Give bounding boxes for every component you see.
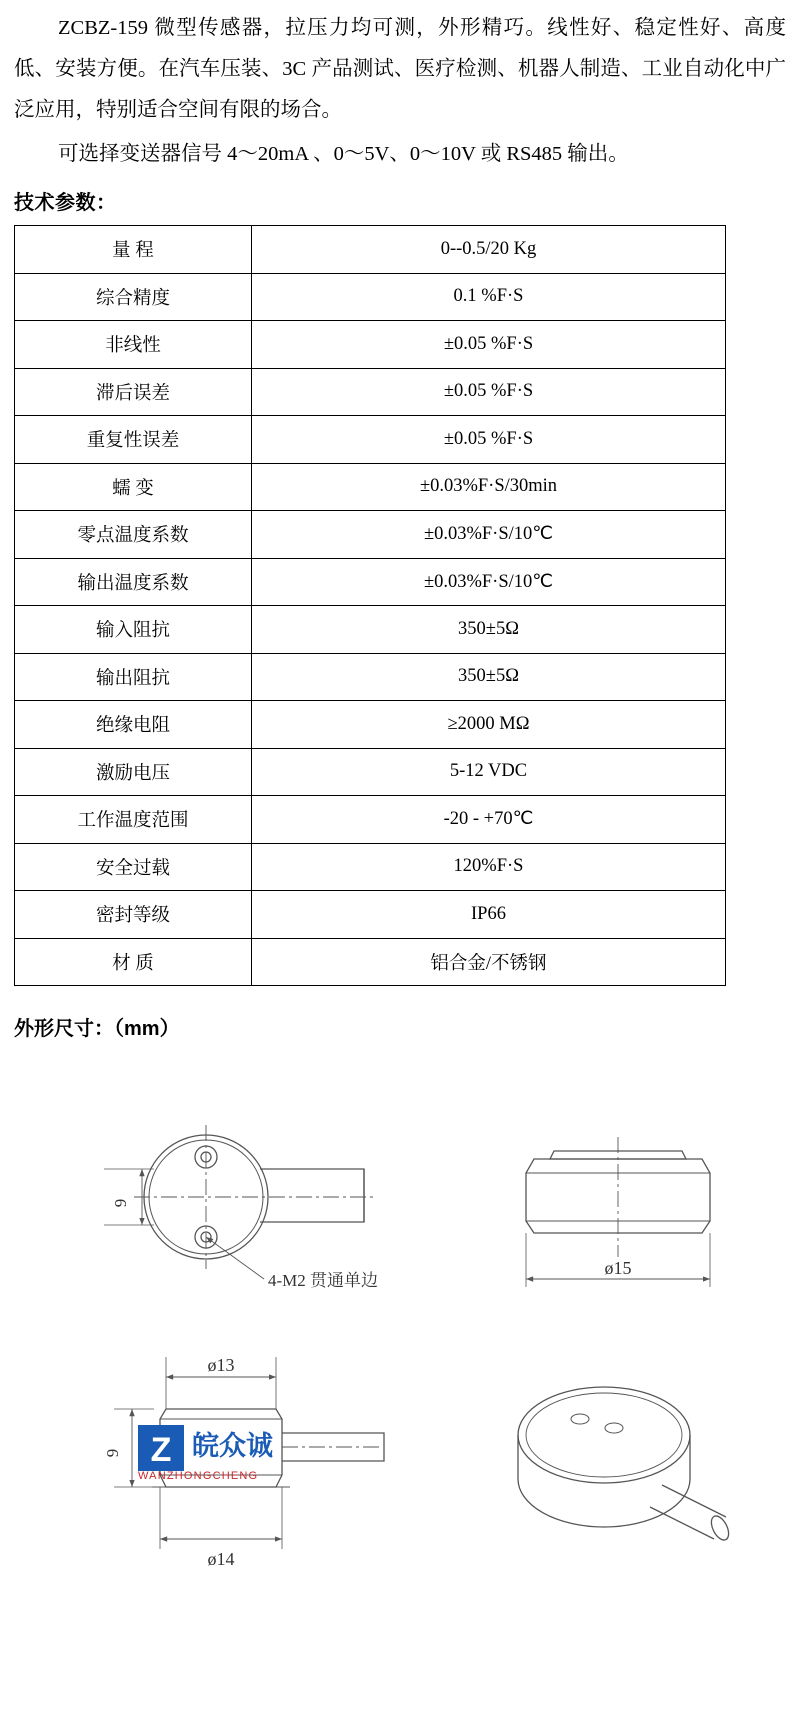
spec-key: 输出阻抗 (15, 653, 252, 701)
iso-hole-1 (571, 1414, 589, 1424)
iso-top-ellipse (518, 1387, 690, 1483)
spec-value: ±0.05 %F·S (252, 416, 726, 464)
intro-paragraph-2 (14, 134, 786, 175)
table-row (15, 653, 726, 701)
spec-key: 输入阻抗 (15, 606, 252, 654)
spec-value: 350±5Ω (252, 606, 726, 654)
table-row (15, 748, 726, 796)
spec-key: 滞后误差 (15, 368, 252, 416)
spec-value: 0--0.5/20 Kg (252, 226, 726, 274)
spec-key: 密封等级 (15, 891, 252, 939)
spec-key: 量 程 (15, 226, 252, 274)
spec-key: 激励电压 (15, 748, 252, 796)
watermark-pinyin-name: WANZHONGCHENG (138, 1470, 259, 1482)
hole-note-label: 4-M2 贯通单边 (268, 1271, 379, 1290)
spec-value: ≥2000 MΩ (252, 701, 726, 749)
spec-key: 蠕 变 (15, 463, 252, 511)
watermark-logo-mark: Z (150, 1431, 172, 1469)
top-view-height-label: 9 (111, 1198, 130, 1208)
table-row (15, 796, 726, 844)
spec-value: ±0.05 %F·S (252, 368, 726, 416)
drawing-top-view (104, 1125, 374, 1279)
spec-heading: 技术参数： (14, 192, 117, 214)
intro-paragraph-1-text: ZCBZ-159 微型传感器，拉压力均可测，外形精巧。线性好、稳定性好、高度低、安装方便。在汽车压装、3C 产品测试、医疗检测、机器人制造、工业自动化中广泛应用，特别适合空间有限的场合。 (14, 17, 786, 121)
spec-key: 工作温度范围 (15, 796, 252, 844)
side-view-diameter-label: ø15 (604, 1258, 632, 1278)
spec-key: 零点温度系数 (15, 511, 252, 559)
table-row (15, 463, 726, 511)
spec-value: 120%F·S (252, 843, 726, 891)
table-row (15, 226, 726, 274)
table-row (15, 273, 726, 321)
iso-tail-top (662, 1485, 726, 1517)
intro-paragraph-1 (14, 8, 786, 131)
iso-tail-bottom (650, 1507, 714, 1539)
table-row (15, 558, 726, 606)
watermark-chinese-name: 皖众诚 (192, 1431, 273, 1461)
drawings-svg (14, 1047, 786, 1607)
table-row (15, 701, 726, 749)
front-view-top-diameter-label: ø13 (207, 1355, 235, 1375)
spec-key: 材 质 (15, 938, 252, 986)
dimension-heading: 外形尺寸：（mm） (14, 1018, 180, 1040)
spec-value: ±0.03%F·S/30min (252, 463, 726, 511)
iso-top-ellipse-inner (526, 1393, 682, 1477)
iso-hole-2 (605, 1423, 623, 1433)
dimension-drawings (14, 1047, 786, 1607)
spec-key: 重复性误差 (15, 416, 252, 464)
spec-table-body (15, 226, 726, 986)
spec-value: 0.1 %F·S (252, 273, 726, 321)
spec-value: ±0.03%F·S/10℃ (252, 511, 726, 559)
table-row (15, 511, 726, 559)
spec-key: 绝缘电阻 (15, 701, 252, 749)
spec-value: ±0.03%F·S/10℃ (252, 558, 726, 606)
spec-value: IP66 (252, 891, 726, 939)
intro-paragraph-2-text: 可选择变送器信号 4～20mA 、0～5V、0～10V 或 RS485 输出。 (58, 143, 629, 165)
drawing-isometric-view (518, 1387, 732, 1543)
spec-value: 铝合金/不锈钢 (252, 938, 726, 986)
front-view-bottom-diameter-label: ø14 (207, 1549, 235, 1569)
table-row (15, 321, 726, 369)
table-row (15, 843, 726, 891)
spec-key: 输出温度系数 (15, 558, 252, 606)
spec-key: 综合精度 (15, 273, 252, 321)
front-view-height-label: 9 (103, 1448, 122, 1458)
top-view-tail (260, 1169, 364, 1222)
watermark-logo (138, 1425, 273, 1482)
spec-key: 非线性 (15, 321, 252, 369)
table-row (15, 416, 726, 464)
spec-table (14, 225, 726, 986)
table-row (15, 891, 726, 939)
spec-value: 350±5Ω (252, 653, 726, 701)
spec-value: ±0.05 %F·S (252, 321, 726, 369)
spec-key: 安全过载 (15, 843, 252, 891)
table-row (15, 368, 726, 416)
table-row (15, 938, 726, 986)
table-row (15, 606, 726, 654)
spec-value: 5-12 VDC (252, 748, 726, 796)
spec-value: -20 - +70℃ (252, 796, 726, 844)
